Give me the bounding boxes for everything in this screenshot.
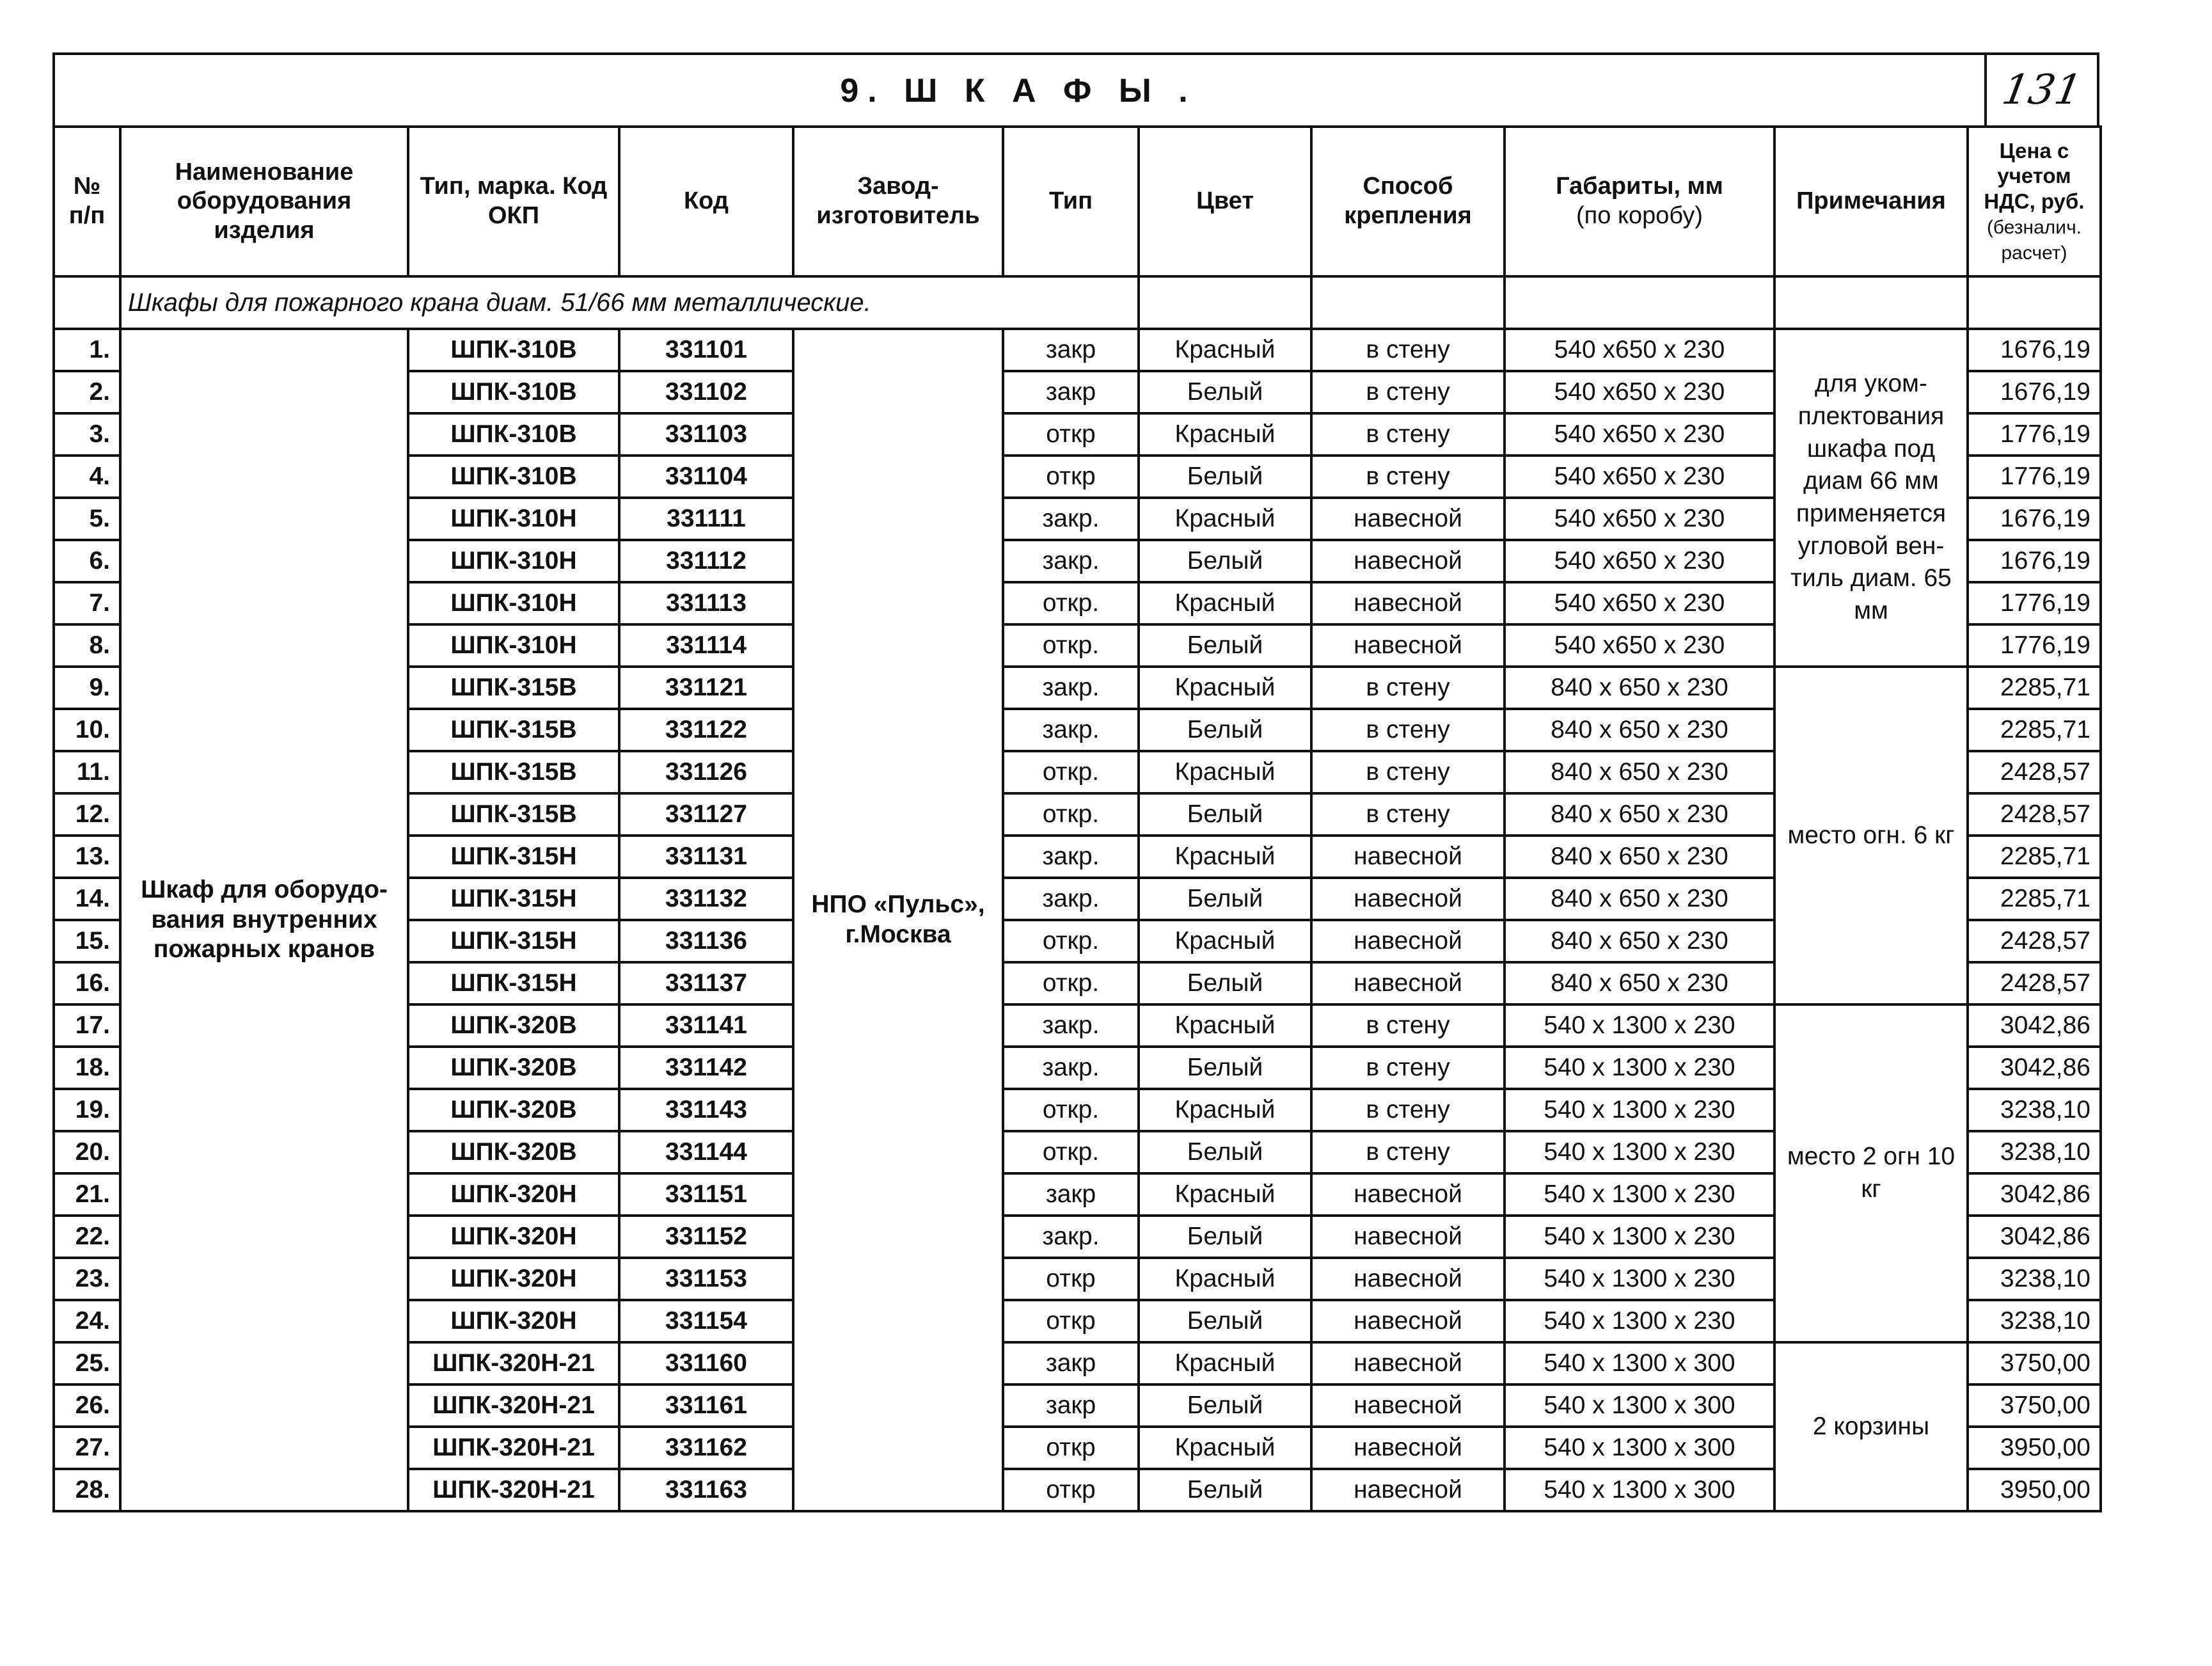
row-mark: ШПК-310Н: [408, 540, 619, 582]
row-color: Белый: [1139, 624, 1311, 667]
row-mount: в стену: [1311, 1131, 1505, 1173]
row-number: 25.: [54, 1342, 120, 1384]
row-color: Красный: [1139, 667, 1311, 709]
row-dims: 540 х 1300 х 230: [1505, 1089, 1774, 1131]
row-price: 2428,57: [1968, 751, 2101, 793]
row-type: закр: [1003, 1384, 1139, 1427]
row-type: откр.: [1003, 1089, 1139, 1131]
row-dims: 540 х 1300 х 300: [1505, 1469, 1774, 1511]
row-type: закр.: [1003, 667, 1139, 709]
row-dims: 540 х650 х 230: [1505, 329, 1774, 371]
row-color: Красный: [1139, 1427, 1311, 1469]
row-color: Белый: [1139, 793, 1311, 836]
row-mount: в стену: [1311, 329, 1505, 371]
row-note: 2 корзины: [1774, 1342, 1968, 1511]
row-dims: 540 х 1300 х 230: [1505, 1216, 1774, 1258]
page-number: 131: [1998, 67, 2085, 114]
row-code: 331151: [619, 1173, 793, 1216]
row-dims: 840 х 650 х 230: [1505, 962, 1774, 1004]
row-price: 3238,10: [1968, 1131, 2101, 1173]
row-code: 331112: [619, 540, 793, 582]
row-type: закр.: [1003, 498, 1139, 540]
row-code: 331137: [619, 962, 793, 1004]
row-price: 2285,71: [1968, 878, 2101, 920]
row-code: 331163: [619, 1469, 793, 1511]
table-body: [54, 276, 2101, 1511]
row-dims: 540 х 1300 х 230: [1505, 1300, 1774, 1342]
row-color: Белый: [1139, 456, 1311, 498]
row-color: Красный: [1139, 751, 1311, 793]
row-number: 16.: [54, 962, 120, 1004]
row-color: Белый: [1139, 1469, 1311, 1511]
row-dims: 540 х 1300 х 230: [1505, 1258, 1774, 1300]
row-code: 331160: [619, 1342, 793, 1384]
row-dims: 540 х650 х 230: [1505, 498, 1774, 540]
row-color: Красный: [1139, 1258, 1311, 1300]
row-color: Красный: [1139, 836, 1311, 878]
row-type: откр.: [1003, 751, 1139, 793]
row-mark: ШПК-320Н: [408, 1258, 619, 1300]
header-dims: Габариты, мм (по коробу): [1505, 127, 1774, 276]
row-code: 331154: [619, 1300, 793, 1342]
row-dims: 540 х 1300 х 230: [1505, 1131, 1774, 1173]
price-sheet: [52, 52, 2099, 1512]
row-mount: в стену: [1311, 413, 1505, 456]
row-mark: ШПК-320В: [408, 1004, 619, 1047]
row-price: 2285,71: [1968, 709, 2101, 751]
row-mount: навесной: [1311, 920, 1505, 962]
row-mark: ШПК-315В: [408, 793, 619, 836]
row-mount: навесной: [1311, 624, 1505, 667]
section-row: [54, 276, 2101, 329]
section-blank-mount: [1311, 276, 1505, 329]
row-price: 1776,19: [1968, 456, 2101, 498]
row-type: закр.: [1003, 709, 1139, 751]
row-number: 26.: [54, 1384, 120, 1427]
row-mount: навесной: [1311, 1342, 1505, 1384]
row-mark: ШПК-310Н: [408, 624, 619, 667]
row-number: 15.: [54, 920, 120, 962]
row-price: 3750,00: [1968, 1342, 2101, 1384]
header-num: № п/п: [54, 127, 120, 276]
row-price: 2428,57: [1968, 793, 2101, 836]
row-mark: ШПК-310Н: [408, 498, 619, 540]
row-type: откр: [1003, 1427, 1139, 1469]
header-name: Наименование оборудования изделия: [120, 127, 408, 276]
row-code: 331131: [619, 836, 793, 878]
row-number: 13.: [54, 836, 120, 878]
header-code: Код: [619, 127, 793, 276]
row-code: 331104: [619, 456, 793, 498]
section-blank-color: [1139, 276, 1311, 329]
row-number: 23.: [54, 1258, 120, 1300]
header-type: Тип: [1003, 127, 1139, 276]
row-price: 3950,00: [1968, 1469, 2101, 1511]
row-number: 4.: [54, 456, 120, 498]
row-note: для уком-плектования шкафа под диам 66 мм применяется угловой вен-тиль диам. 65 мм: [1774, 329, 1968, 667]
row-mark: ШПК-310В: [408, 329, 619, 371]
row-type: откр.: [1003, 920, 1139, 962]
row-code: 331103: [619, 413, 793, 456]
row-dims: 540 х 1300 х 230: [1505, 1004, 1774, 1047]
row-price: 3042,86: [1968, 1216, 2101, 1258]
row-price: 3042,86: [1968, 1047, 2101, 1089]
row-number: 2.: [54, 371, 120, 413]
row-color: Белый: [1139, 371, 1311, 413]
row-mount: навесной: [1311, 498, 1505, 540]
row-mark: ШПК-315Н: [408, 836, 619, 878]
row-mark: ШПК-320Н: [408, 1216, 619, 1258]
row-price: 1676,19: [1968, 329, 2101, 371]
row-dims: 840 х 650 х 230: [1505, 920, 1774, 962]
row-dims: 540 х 1300 х 230: [1505, 1047, 1774, 1089]
row-price: 3042,86: [1968, 1004, 2101, 1047]
row-note: место 2 огн 10 кг: [1774, 1004, 1968, 1342]
row-color: Белый: [1139, 1384, 1311, 1427]
row-mark: ШПК-320Н-21: [408, 1427, 619, 1469]
row-number: 10.: [54, 709, 120, 751]
row-code: 331136: [619, 920, 793, 962]
row-color: Белый: [1139, 1300, 1311, 1342]
row-code: 331144: [619, 1131, 793, 1173]
row-dims: 840 х 650 х 230: [1505, 836, 1774, 878]
row-mark: ШПК-315В: [408, 709, 619, 751]
row-type: откр: [1003, 413, 1139, 456]
row-type: закр.: [1003, 1047, 1139, 1089]
row-color: Красный: [1139, 413, 1311, 456]
row-mark: ШПК-320В: [408, 1131, 619, 1173]
row-color: Красный: [1139, 582, 1311, 624]
row-price: 1676,19: [1968, 371, 2101, 413]
row-code: 331153: [619, 1258, 793, 1300]
page-title: 9. Ш К А Ф Ы .: [840, 72, 1197, 109]
row-dims: 540 х650 х 230: [1505, 582, 1774, 624]
row-dims: 840 х 650 х 230: [1505, 751, 1774, 793]
row-dims: 840 х 650 х 230: [1505, 793, 1774, 836]
row-mark: ШПК-310В: [408, 413, 619, 456]
row-mount: в стену: [1311, 1089, 1505, 1131]
row-code: 331161: [619, 1384, 793, 1427]
row-price: 3950,00: [1968, 1427, 2101, 1469]
row-price: 2428,57: [1968, 920, 2101, 962]
row-mount: навесной: [1311, 540, 1505, 582]
row-mark: ШПК-315В: [408, 667, 619, 709]
row-type: закр.: [1003, 1004, 1139, 1047]
row-color: Белый: [1139, 1131, 1311, 1173]
row-mark: ШПК-320Н-21: [408, 1384, 619, 1427]
row-mount: навесной: [1311, 582, 1505, 624]
row-price: 2285,71: [1968, 836, 2101, 878]
row-dims: 540 х650 х 230: [1505, 456, 1774, 498]
row-type: закр: [1003, 1173, 1139, 1216]
row-code: 331111: [619, 498, 793, 540]
section-blank-notes: [1774, 276, 1968, 329]
row-color: Красный: [1139, 1173, 1311, 1216]
row-mount: навесной: [1311, 1173, 1505, 1216]
row-dims: 540 х650 х 230: [1505, 371, 1774, 413]
row-number: 19.: [54, 1089, 120, 1131]
row-color: Белый: [1139, 962, 1311, 1004]
header-maker: Завод-изготовитель: [793, 127, 1003, 276]
row-price: 3238,10: [1968, 1300, 2101, 1342]
row-code: 331121: [619, 667, 793, 709]
row-mark: ШПК-320Н: [408, 1300, 619, 1342]
row-code: 331113: [619, 582, 793, 624]
row-mark: ШПК-320Н: [408, 1173, 619, 1216]
row-type: откр: [1003, 1300, 1139, 1342]
table-row: [54, 329, 2101, 371]
row-number: 27.: [54, 1427, 120, 1469]
row-number: 17.: [54, 1004, 120, 1047]
row-mark: ШПК-310Н: [408, 582, 619, 624]
row-type: откр.: [1003, 962, 1139, 1004]
row-number: 18.: [54, 1047, 120, 1089]
row-number: 5.: [54, 498, 120, 540]
row-dims: 540 х650 х 230: [1505, 540, 1774, 582]
row-mount: навесной: [1311, 962, 1505, 1004]
row-price: 3238,10: [1968, 1258, 2101, 1300]
row-type: откр: [1003, 1258, 1139, 1300]
row-color: Красный: [1139, 920, 1311, 962]
row-mark: ШПК-315Н: [408, 962, 619, 1004]
row-code: 331114: [619, 624, 793, 667]
row-dims: 540 х 1300 х 300: [1505, 1342, 1774, 1384]
row-price: 1676,19: [1968, 498, 2101, 540]
row-type: откр.: [1003, 793, 1139, 836]
row-number: 21.: [54, 1173, 120, 1216]
row-mount: навесной: [1311, 1300, 1505, 1342]
row-mount: в стену: [1311, 793, 1505, 836]
row-mount: в стену: [1311, 709, 1505, 751]
row-number: 3.: [54, 413, 120, 456]
row-price: 3750,00: [1968, 1384, 2101, 1427]
row-color: Красный: [1139, 1004, 1311, 1047]
row-type: откр.: [1003, 582, 1139, 624]
row-number: 20.: [54, 1131, 120, 1173]
row-color: Белый: [1139, 540, 1311, 582]
header-color: Цвет: [1139, 127, 1311, 276]
row-number: 12.: [54, 793, 120, 836]
product-name: Шкаф для оборудо-вания внутренних пожарных кранов: [120, 329, 408, 1511]
row-number: 7.: [54, 582, 120, 624]
row-code: 331126: [619, 751, 793, 793]
row-price: 2285,71: [1968, 667, 2101, 709]
section-blank-num: [54, 276, 120, 329]
row-mark: ШПК-310В: [408, 371, 619, 413]
row-type: закр: [1003, 1342, 1139, 1384]
row-code: 331162: [619, 1427, 793, 1469]
row-number: 1.: [54, 329, 120, 371]
row-type: откр: [1003, 456, 1139, 498]
row-type: откр.: [1003, 1131, 1139, 1173]
row-color: Красный: [1139, 1342, 1311, 1384]
row-note: место огн. 6 кг: [1774, 667, 1968, 1004]
row-mount: в стену: [1311, 456, 1505, 498]
row-number: 11.: [54, 751, 120, 793]
row-mount: в стену: [1311, 1047, 1505, 1089]
row-mount: в стену: [1311, 667, 1505, 709]
header-notes: Примечания: [1774, 127, 1968, 276]
header-mount: Способ крепления: [1311, 127, 1505, 276]
row-mount: навесной: [1311, 1469, 1505, 1511]
row-type: закр.: [1003, 1216, 1139, 1258]
row-mount: навесной: [1311, 1258, 1505, 1300]
row-price: 3238,10: [1968, 1089, 2101, 1131]
row-mount: навесной: [1311, 878, 1505, 920]
row-mount: навесной: [1311, 836, 1505, 878]
row-mark: ШПК-315Н: [408, 920, 619, 962]
row-color: Белый: [1139, 1047, 1311, 1089]
row-type: откр: [1003, 1469, 1139, 1511]
row-dims: 840 х 650 х 230: [1505, 878, 1774, 920]
section-label: Шкафы для пожарного крана диам. 51/66 мм металлические.: [120, 276, 1139, 329]
row-code: 331102: [619, 371, 793, 413]
row-number: 8.: [54, 624, 120, 667]
row-code: 331122: [619, 709, 793, 751]
row-price: 3042,86: [1968, 1173, 2101, 1216]
row-mark: ШПК-320Н-21: [408, 1469, 619, 1511]
row-color: Красный: [1139, 1089, 1311, 1131]
row-type: закр.: [1003, 540, 1139, 582]
row-code: 331132: [619, 878, 793, 920]
row-type: закр: [1003, 371, 1139, 413]
row-price: 1776,19: [1968, 624, 2101, 667]
row-type: откр.: [1003, 624, 1139, 667]
row-price: 1676,19: [1968, 540, 2101, 582]
row-number: 14.: [54, 878, 120, 920]
row-dims: 540 х 1300 х 300: [1505, 1384, 1774, 1427]
header-price: Цена с учетом НДС, руб. (безналич. расчет): [1968, 127, 2101, 276]
row-code: 331143: [619, 1089, 793, 1131]
header-mark: Тип, марка. Код ОКП: [408, 127, 619, 276]
row-dims: 840 х 650 х 230: [1505, 709, 1774, 751]
manufacturer: НПО «Пульс», г.Москва: [793, 329, 1003, 1511]
row-mount: навесной: [1311, 1427, 1505, 1469]
row-code: 331152: [619, 1216, 793, 1258]
row-mark: ШПК-320Н-21: [408, 1342, 619, 1384]
row-color: Белый: [1139, 1216, 1311, 1258]
section-blank-dims: [1505, 276, 1774, 329]
row-mark: ШПК-310В: [408, 456, 619, 498]
row-dims: 840 х 650 х 230: [1505, 667, 1774, 709]
row-mark: ШПК-315В: [408, 751, 619, 793]
row-price: 2428,57: [1968, 962, 2101, 1004]
row-mark: ШПК-315Н: [408, 878, 619, 920]
row-code: 331127: [619, 793, 793, 836]
row-code: 331141: [619, 1004, 793, 1047]
row-number: 6.: [54, 540, 120, 582]
row-dims: 540 х 1300 х 230: [1505, 1173, 1774, 1216]
row-number: 24.: [54, 1300, 120, 1342]
row-type: закр.: [1003, 836, 1139, 878]
row-mount: в стену: [1311, 371, 1505, 413]
row-number: 9.: [54, 667, 120, 709]
row-color: Красный: [1139, 498, 1311, 540]
row-mount: навесной: [1311, 1216, 1505, 1258]
row-mount: навесной: [1311, 1384, 1505, 1427]
row-price: 1776,19: [1968, 582, 2101, 624]
row-mark: ШПК-320В: [408, 1089, 619, 1131]
row-color: Красный: [1139, 329, 1311, 371]
section-blank-price: [1968, 276, 2101, 329]
row-mount: в стену: [1311, 1004, 1505, 1047]
row-code: 331142: [619, 1047, 793, 1089]
row-dims: 540 х650 х 230: [1505, 624, 1774, 667]
row-mark: ШПК-320В: [408, 1047, 619, 1089]
row-dims: 540 х650 х 230: [1505, 413, 1774, 456]
row-type: закр: [1003, 329, 1139, 371]
row-type: закр.: [1003, 878, 1139, 920]
row-dims: 540 х 1300 х 300: [1505, 1427, 1774, 1469]
page-number-box: [1984, 55, 2097, 125]
row-number: 28.: [54, 1469, 120, 1511]
row-mount: в стену: [1311, 751, 1505, 793]
title-bar: [52, 52, 2099, 125]
row-color: Белый: [1139, 709, 1311, 751]
row-price: 1776,19: [1968, 413, 2101, 456]
row-code: 331101: [619, 329, 793, 371]
row-color: Белый: [1139, 878, 1311, 920]
row-number: 22.: [54, 1216, 120, 1258]
cabinets-table: [52, 125, 2102, 1512]
header-row: [54, 127, 2101, 276]
